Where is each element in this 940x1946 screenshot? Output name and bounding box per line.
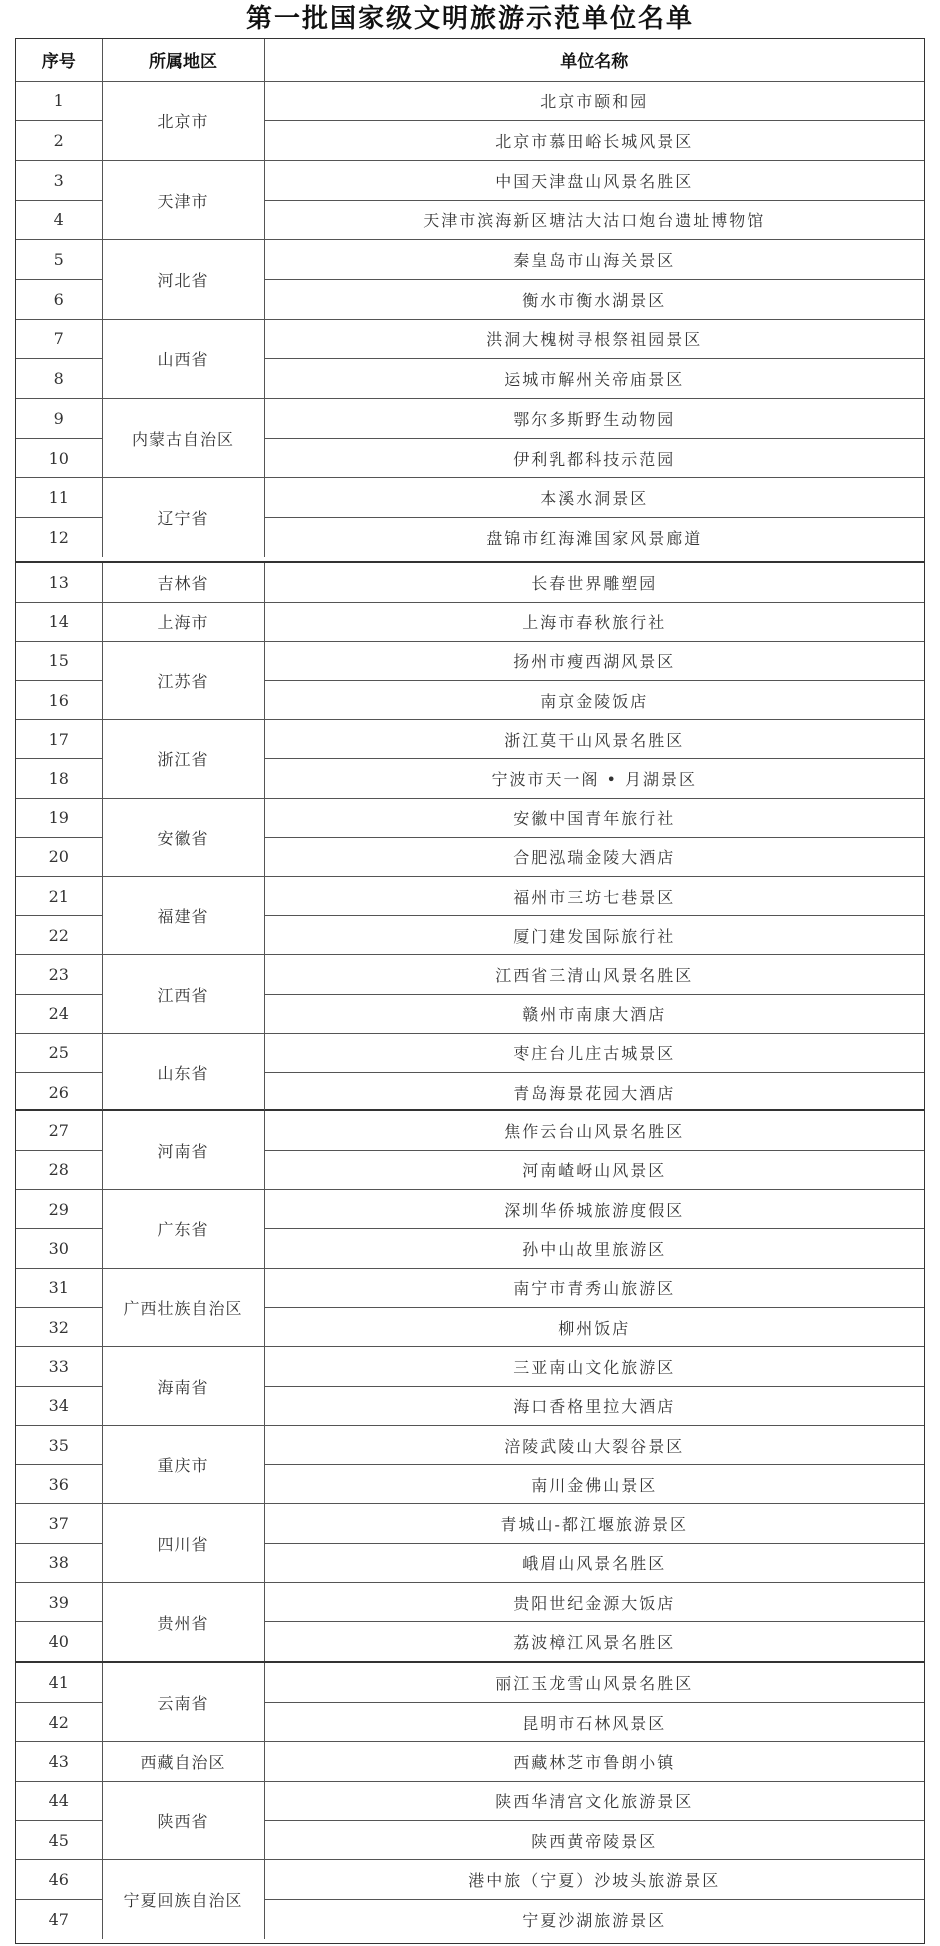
units-table bbox=[16, 1663, 924, 1939]
seq-cell: 14 bbox=[16, 602, 102, 641]
seq-cell: 13 bbox=[16, 563, 102, 602]
seq-cell: 17 bbox=[16, 720, 102, 759]
region-cell: 江西省 bbox=[102, 955, 264, 1033]
table-row bbox=[16, 1663, 924, 1702]
col-header-region: 所属地区 bbox=[102, 39, 264, 81]
region-cell: 云南省 bbox=[102, 1663, 264, 1742]
seq-cell: 5 bbox=[16, 240, 102, 280]
table-panel-1 bbox=[15, 38, 925, 562]
seq-cell: 28 bbox=[16, 1150, 102, 1189]
col-header-seq: 序号 bbox=[16, 39, 102, 81]
region-cell: 贵州省 bbox=[102, 1583, 264, 1662]
unit-name-cell: 衡水市衡水湖景区 bbox=[264, 279, 924, 319]
unit-name-cell: 中国天津盘山风景名胜区 bbox=[264, 160, 924, 200]
seq-cell: 39 bbox=[16, 1583, 102, 1622]
region-cell: 陕西省 bbox=[102, 1781, 264, 1860]
unit-name-cell: 陕西黄帝陵景区 bbox=[264, 1821, 924, 1860]
table-row bbox=[16, 877, 924, 916]
region-cell: 山东省 bbox=[102, 1033, 264, 1111]
table-row bbox=[16, 240, 924, 280]
table-row bbox=[16, 81, 924, 121]
unit-name-cell: 南京金陵饭店 bbox=[264, 681, 924, 720]
unit-name-cell: 焦作云台山风景名胜区 bbox=[264, 1111, 924, 1150]
seq-cell: 30 bbox=[16, 1229, 102, 1268]
unit-name-cell: 伊利乳都科技示范园 bbox=[264, 438, 924, 478]
region-cell: 辽宁省 bbox=[102, 478, 264, 557]
unit-name-cell: 上海市春秋旅行社 bbox=[264, 602, 924, 641]
unit-name-cell: 昆明市石林风景区 bbox=[264, 1702, 924, 1741]
seq-cell: 20 bbox=[16, 837, 102, 876]
seq-cell: 44 bbox=[16, 1781, 102, 1820]
unit-name-cell: 青岛海景花园大酒店 bbox=[264, 1072, 924, 1111]
region-cell: 河北省 bbox=[102, 240, 264, 319]
region-cell: 山西省 bbox=[102, 319, 264, 398]
page-title: 第一批国家级文明旅游示范单位名单 bbox=[245, 4, 694, 34]
unit-name-cell: 贵阳世纪金源大饭店 bbox=[264, 1583, 924, 1622]
seq-cell: 6 bbox=[16, 279, 102, 319]
unit-name-cell: 宁波市天一阁 • 月湖景区 bbox=[264, 759, 924, 798]
unit-name-cell: 赣州市南康大酒店 bbox=[264, 994, 924, 1033]
unit-name-cell: 长春世界雕塑园 bbox=[264, 563, 924, 602]
unit-name-cell: 盘锦市红海滩国家风景廊道 bbox=[264, 518, 924, 558]
seq-cell: 21 bbox=[16, 877, 102, 916]
seq-cell: 4 bbox=[16, 200, 102, 240]
region-cell: 浙江省 bbox=[102, 720, 264, 798]
seq-cell: 24 bbox=[16, 994, 102, 1033]
unit-name-cell: 丽江玉龙雪山风景名胜区 bbox=[264, 1663, 924, 1702]
seq-cell: 18 bbox=[16, 759, 102, 798]
unit-name-cell: 孙中山故里旅游区 bbox=[264, 1229, 924, 1268]
seq-cell: 2 bbox=[16, 121, 102, 161]
units-table bbox=[16, 563, 924, 1112]
table-row bbox=[16, 563, 924, 602]
region-cell: 广西壮族自治区 bbox=[102, 1268, 264, 1347]
seq-cell: 25 bbox=[16, 1033, 102, 1072]
unit-name-cell: 北京市慕田峪长城风景区 bbox=[264, 121, 924, 161]
table-row bbox=[16, 955, 924, 994]
table-row bbox=[16, 1742, 924, 1781]
table-row bbox=[16, 1190, 924, 1229]
seq-cell: 27 bbox=[16, 1111, 102, 1150]
table-row bbox=[16, 798, 924, 837]
table-row bbox=[16, 160, 924, 200]
unit-name-cell: 南宁市青秀山旅游区 bbox=[264, 1268, 924, 1307]
table-panel-4 bbox=[15, 1662, 925, 1944]
header-row bbox=[16, 39, 924, 81]
seq-cell: 19 bbox=[16, 798, 102, 837]
region-cell: 河南省 bbox=[102, 1111, 264, 1190]
table-row bbox=[16, 602, 924, 641]
region-cell: 天津市 bbox=[102, 160, 264, 239]
seq-cell: 47 bbox=[16, 1899, 102, 1938]
units-table bbox=[16, 39, 924, 557]
region-cell: 北京市 bbox=[102, 81, 264, 160]
table-row bbox=[16, 1425, 924, 1464]
table-row bbox=[16, 319, 924, 359]
seq-cell: 45 bbox=[16, 1821, 102, 1860]
seq-cell: 36 bbox=[16, 1465, 102, 1504]
unit-name-cell: 宁夏沙湖旅游景区 bbox=[264, 1899, 924, 1938]
units-table bbox=[16, 1111, 924, 1661]
seq-cell: 9 bbox=[16, 399, 102, 439]
unit-name-cell: 陕西华清宫文化旅游景区 bbox=[264, 1781, 924, 1820]
seq-cell: 34 bbox=[16, 1386, 102, 1425]
seq-cell: 40 bbox=[16, 1622, 102, 1661]
unit-name-cell: 福州市三坊七巷景区 bbox=[264, 877, 924, 916]
unit-name-cell: 扬州市瘦西湖风景区 bbox=[264, 641, 924, 680]
col-header-name: 单位名称 bbox=[264, 39, 924, 81]
table-row bbox=[16, 1347, 924, 1386]
unit-name-cell: 浙江莫干山风景名胜区 bbox=[264, 720, 924, 759]
region-cell: 福建省 bbox=[102, 877, 264, 955]
region-cell: 西藏自治区 bbox=[102, 1742, 264, 1781]
seq-cell: 7 bbox=[16, 319, 102, 359]
seq-cell: 23 bbox=[16, 955, 102, 994]
seq-cell: 8 bbox=[16, 359, 102, 399]
unit-name-cell: 厦门建发国际旅行社 bbox=[264, 916, 924, 955]
unit-name-cell: 秦皇岛市山海关景区 bbox=[264, 240, 924, 280]
table-row bbox=[16, 1268, 924, 1307]
region-cell: 上海市 bbox=[102, 602, 264, 641]
region-cell: 内蒙古自治区 bbox=[102, 399, 264, 478]
unit-name-cell: 合肥泓瑞金陵大酒店 bbox=[264, 837, 924, 876]
region-cell: 海南省 bbox=[102, 1347, 264, 1426]
region-cell: 广东省 bbox=[102, 1190, 264, 1269]
seq-cell: 41 bbox=[16, 1663, 102, 1702]
unit-name-cell: 峨眉山风景名胜区 bbox=[264, 1543, 924, 1582]
seq-cell: 11 bbox=[16, 478, 102, 518]
table-row bbox=[16, 1583, 924, 1622]
region-cell: 四川省 bbox=[102, 1504, 264, 1583]
table-row bbox=[16, 1504, 924, 1543]
unit-name-cell: 枣庄台儿庄古城景区 bbox=[264, 1033, 924, 1072]
region-cell: 安徽省 bbox=[102, 798, 264, 876]
seq-cell: 29 bbox=[16, 1190, 102, 1229]
unit-name-cell: 北京市颐和园 bbox=[264, 81, 924, 121]
unit-name-cell: 本溪水洞景区 bbox=[264, 478, 924, 518]
unit-name-cell: 港中旅（宁夏）沙坡头旅游景区 bbox=[264, 1860, 924, 1899]
unit-name-cell: 运城市解州关帝庙景区 bbox=[264, 359, 924, 399]
seq-cell: 43 bbox=[16, 1742, 102, 1781]
table-row bbox=[16, 1860, 924, 1899]
seq-cell: 22 bbox=[16, 916, 102, 955]
unit-name-cell: 安徽中国青年旅行社 bbox=[264, 798, 924, 837]
seq-cell: 42 bbox=[16, 1702, 102, 1741]
unit-name-cell: 青城山-都江堰旅游景区 bbox=[264, 1504, 924, 1543]
unit-name-cell: 天津市滨海新区塘沽大沽口炮台遗址博物馆 bbox=[264, 200, 924, 240]
table-row bbox=[16, 1781, 924, 1820]
region-cell: 重庆市 bbox=[102, 1425, 264, 1504]
table-panel-3 bbox=[15, 1110, 925, 1662]
unit-name-cell: 西藏林芝市鲁朗小镇 bbox=[264, 1742, 924, 1781]
seq-cell: 32 bbox=[16, 1307, 102, 1346]
unit-name-cell: 鄂尔多斯野生动物园 bbox=[264, 399, 924, 439]
seq-cell: 16 bbox=[16, 681, 102, 720]
table-row bbox=[16, 399, 924, 439]
seq-cell: 3 bbox=[16, 160, 102, 200]
unit-name-cell: 柳州饭店 bbox=[264, 1307, 924, 1346]
seq-cell: 15 bbox=[16, 641, 102, 680]
unit-name-cell: 深圳华侨城旅游度假区 bbox=[264, 1190, 924, 1229]
seq-cell: 1 bbox=[16, 81, 102, 121]
unit-name-cell: 南川金佛山景区 bbox=[264, 1465, 924, 1504]
unit-name-cell: 涪陵武陵山大裂谷景区 bbox=[264, 1425, 924, 1464]
table-row bbox=[16, 720, 924, 759]
seq-cell: 37 bbox=[16, 1504, 102, 1543]
table-row bbox=[16, 1033, 924, 1072]
table-row bbox=[16, 641, 924, 680]
seq-cell: 26 bbox=[16, 1072, 102, 1111]
unit-name-cell: 河南嵖岈山风景区 bbox=[264, 1150, 924, 1189]
unit-name-cell: 三亚南山文化旅游区 bbox=[264, 1347, 924, 1386]
region-cell: 宁夏回族自治区 bbox=[102, 1860, 264, 1939]
seq-cell: 31 bbox=[16, 1268, 102, 1307]
seq-cell: 12 bbox=[16, 518, 102, 558]
table-row bbox=[16, 478, 924, 518]
table-panel-2 bbox=[15, 562, 925, 1110]
unit-name-cell: 海口香格里拉大酒店 bbox=[264, 1386, 924, 1425]
seq-cell: 10 bbox=[16, 438, 102, 478]
seq-cell: 35 bbox=[16, 1425, 102, 1464]
table-row bbox=[16, 1111, 924, 1150]
unit-name-cell: 江西省三清山风景名胜区 bbox=[264, 955, 924, 994]
region-cell: 吉林省 bbox=[102, 563, 264, 602]
region-cell: 江苏省 bbox=[102, 641, 264, 719]
unit-name-cell: 洪洞大槐树寻根祭祖园景区 bbox=[264, 319, 924, 359]
seq-cell: 33 bbox=[16, 1347, 102, 1386]
seq-cell: 46 bbox=[16, 1860, 102, 1899]
seq-cell: 38 bbox=[16, 1543, 102, 1582]
unit-name-cell: 荔波樟江风景名胜区 bbox=[264, 1622, 924, 1661]
